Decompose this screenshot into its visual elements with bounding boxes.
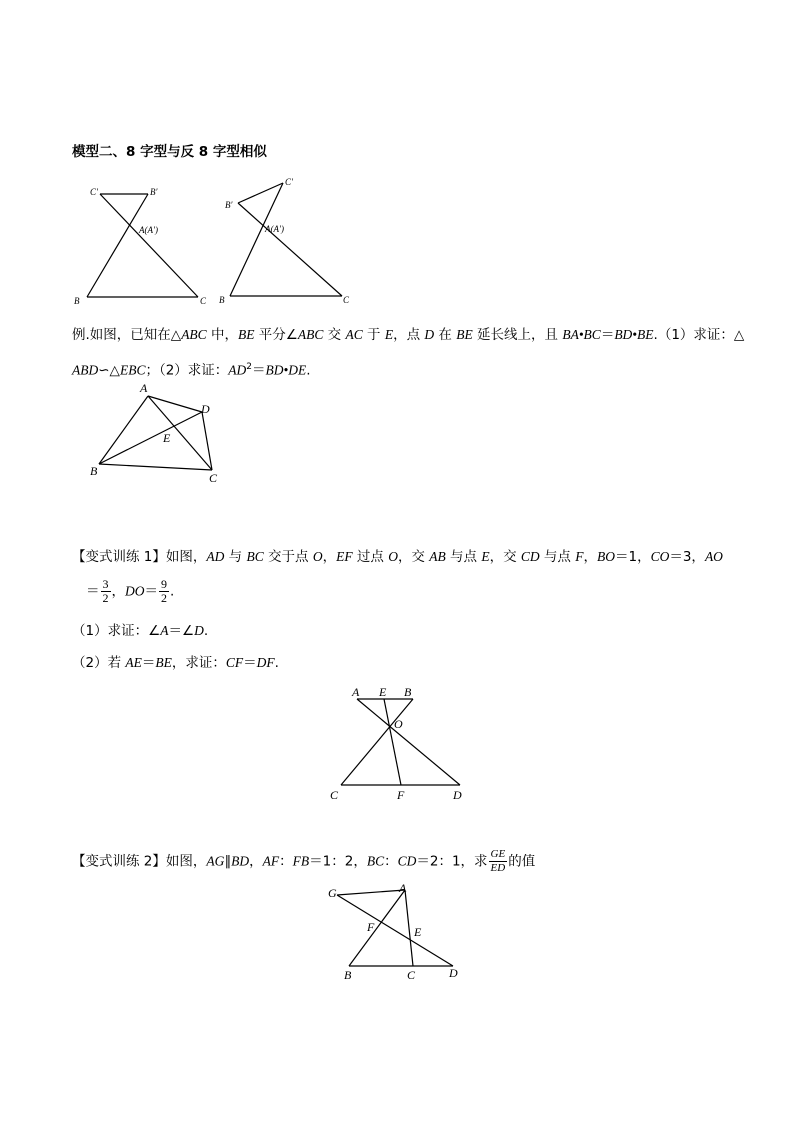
label-a: A xyxy=(399,881,407,895)
label-f: F xyxy=(367,920,375,934)
label-d: D xyxy=(449,966,458,980)
segment-a-d xyxy=(357,699,460,785)
segment-a-c xyxy=(405,890,413,966)
variant1-question-1: （1）求证：∠A＝∠D. xyxy=(72,623,209,639)
label-b: B xyxy=(344,968,352,982)
variant2-line-1: 【变式训练 2】如图，AG∥BD，AF：FB＝1：2，BC：CD＝2：1，求 $\frac{GE}{ED}$ 的值 xyxy=(72,848,536,874)
segment-b-c xyxy=(99,464,212,470)
label-c-prime: C′ xyxy=(285,177,293,187)
label-a: A(A′) xyxy=(265,224,284,234)
section-title: 模型二、8 字型与反 8 字型相似 xyxy=(72,144,267,160)
label-b: B xyxy=(90,464,98,478)
label-f: F xyxy=(397,788,405,802)
segment-a-b xyxy=(349,890,405,966)
label-d: D xyxy=(201,402,210,416)
label-c: C xyxy=(330,788,339,802)
label-e: E xyxy=(163,431,171,445)
label-b-prime: B′ xyxy=(150,187,158,197)
example-line-1: 例.如图，已知在△ABC 中，BE 平分∠ABC 交 AC 于 E，点 D 在 BE 延长线上，且 BA•BC＝BD•BE.（1）求证：△ xyxy=(72,327,745,343)
model-figure-2 xyxy=(215,175,375,310)
segment-b1-c xyxy=(238,203,342,296)
label-c: C xyxy=(209,471,218,485)
variant2-figure xyxy=(325,880,475,985)
label-e: E xyxy=(414,925,422,939)
segment-b1-b xyxy=(87,194,148,297)
segment-c-d xyxy=(202,412,212,470)
label-a: A xyxy=(140,381,148,395)
segment-g-a xyxy=(337,890,405,895)
segment-e-f xyxy=(384,699,401,785)
label-a: A xyxy=(352,685,360,699)
segment-g-d xyxy=(337,895,453,966)
segment-a-d xyxy=(148,396,202,412)
variant1-line-1: 【变式训练 1】如图，AD 与 BC 交于点 O，EF 过点 O，交 AB 与点 E，交 CD 与点 F，BO＝1，CO＝3，AO xyxy=(72,549,723,565)
label-c: C xyxy=(200,296,207,306)
variant1-question-2: （2）若 AE＝BE，求证：CF＝DF. xyxy=(72,655,279,671)
segment-a-b xyxy=(99,396,148,464)
label-b: B xyxy=(74,296,80,306)
segment-c1-b xyxy=(230,183,283,296)
segment-b1-c1 xyxy=(238,183,283,203)
model-figure-1 xyxy=(60,180,230,310)
example-line-2: ABD∽△EBC；（2）求证：$AD^2=BD•DE$. xyxy=(72,362,311,379)
variant1-figure xyxy=(320,680,480,805)
segment-c1-c xyxy=(100,194,198,297)
label-a: A(A′) xyxy=(139,225,158,235)
label-c: C xyxy=(343,295,350,305)
label-c-prime: C′ xyxy=(90,187,98,197)
fraction-ge-ed: $\frac{GE}{ED}$ xyxy=(490,848,506,874)
segment-b-c xyxy=(341,699,413,785)
label-d: D xyxy=(453,788,462,802)
segment-b-d xyxy=(99,412,202,464)
fraction-3-2: $\frac{3}{2}$ xyxy=(102,577,109,605)
label-e: E xyxy=(379,685,387,699)
variant1-line-2: ＝ $\frac{3}{2}$ ，DO＝ $\frac{9}{2}$ . xyxy=(86,577,175,605)
fraction-9-2: $\frac{9}{2}$ xyxy=(161,577,167,605)
label-b: B xyxy=(404,685,412,699)
label-g: G xyxy=(328,886,337,900)
example-figure xyxy=(85,380,235,490)
label-o: O xyxy=(394,717,403,731)
label-b-prime: B′ xyxy=(225,200,233,210)
label-c: C xyxy=(407,968,416,982)
label-b: B xyxy=(219,295,225,305)
